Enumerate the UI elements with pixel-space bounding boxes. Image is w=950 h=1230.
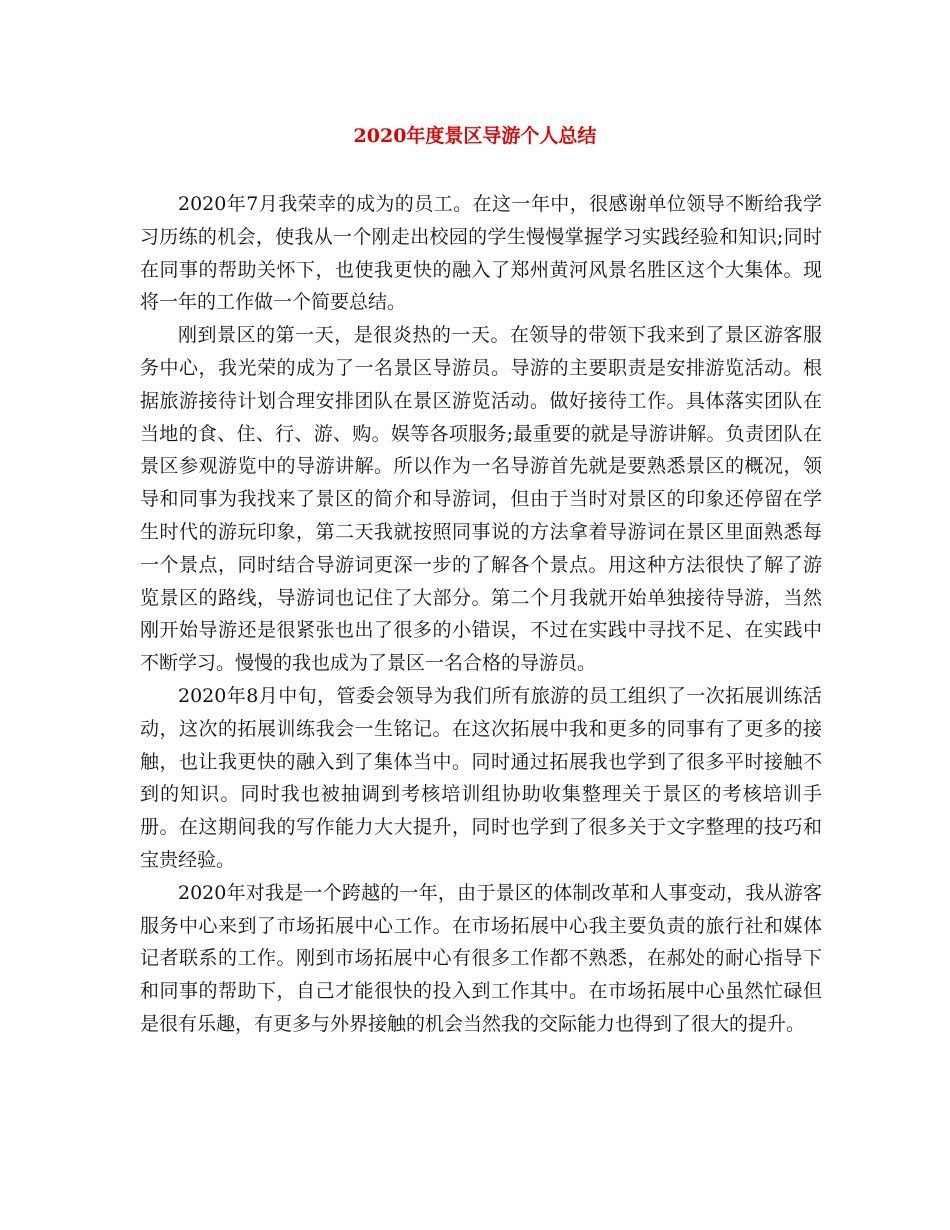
paragraph: 刚到景区的第一天，是很炎热的一天。在领导的带领下我来到了景区游客服务中心，我光荣的成为了一名景区导游员。导游的主要职责是安排游览活动。根据旅游接待计划合理安排团队在景区游览活动。做好接待工作。具体落实团队在当地的食、住、行、游、购。娱等各项服务;最重要的就是导游讲解。负责团队在景区参观游览中的导游讲解。所以作为一名导游首先就是要熟悉景区的概况，领导和同事为我找来了景区的简介和导游词，但由于当时对景区的印象还停留在学生时代的游玩印象，第二天我就按照同事说的方法拿着导游词在景区里面熟悉每一个景点，同时结合导游词更深一步的了解各个景点。用这种方法很快了解了游览景区的路线，导游词也记住了大部分。第二个月我就开始单独接待导游，当然刚开始导游还是很紧张也出了很多的小错误，不过在实践中寻找不足、在实践中不断学习。慢慢的我也成为了景区一名合格的导游员。	[140, 324, 822, 675]
paragraph: 2020年7月我荣幸的成为的员工。在这一年中，很感谢单位领导不断给我学习历练的机会，使我从一个刚走出校园的学生慢慢掌握学习实践经验和知识;同时在同事的帮助关怀下，也使我更快的融入了郑州黄河风景名胜区这个大集体。现将一年的工作做一个简要总结。	[140, 193, 822, 314]
document-body	[140, 188, 822, 1041]
document-title: 2020年度景区导游个人总结	[353, 125, 597, 147]
paragraph: 2020年对我是一个跨越的一年，由于景区的体制改革和人事变动，我从游客服务中心来到了市场拓展中心工作。在市场拓展中心我主要负责的旅行社和媒体记者联系的工作。刚到市场拓展中心有很多工作都不熟悉，在郝处的耐心指导下和同事的帮助下，自己才能很快的投入到工作其中。在市场拓展中心虽然忙碌但是很有乐趣，有更多与外界接触的机会当然我的交际能力也得到了很大的提升。	[140, 881, 822, 1035]
paragraph: 2020年8月中旬，管委会领导为我们所有旅游的员工组织了一次拓展训练活动，这次的拓展训练我会一生铭记。在这次拓展中我和更多的同事有了更多的接触，也让我更快的融入到了集体当中。同时通过拓展我也学到了很多平时接触不到的知识。同时我也被抽调到考核培训组协助收集整理关于景区的考核培训手册。在这期间我的写作能力大大提升，同时也学到了很多关于文字整理的技巧和宝贵经验。	[140, 684, 822, 871]
